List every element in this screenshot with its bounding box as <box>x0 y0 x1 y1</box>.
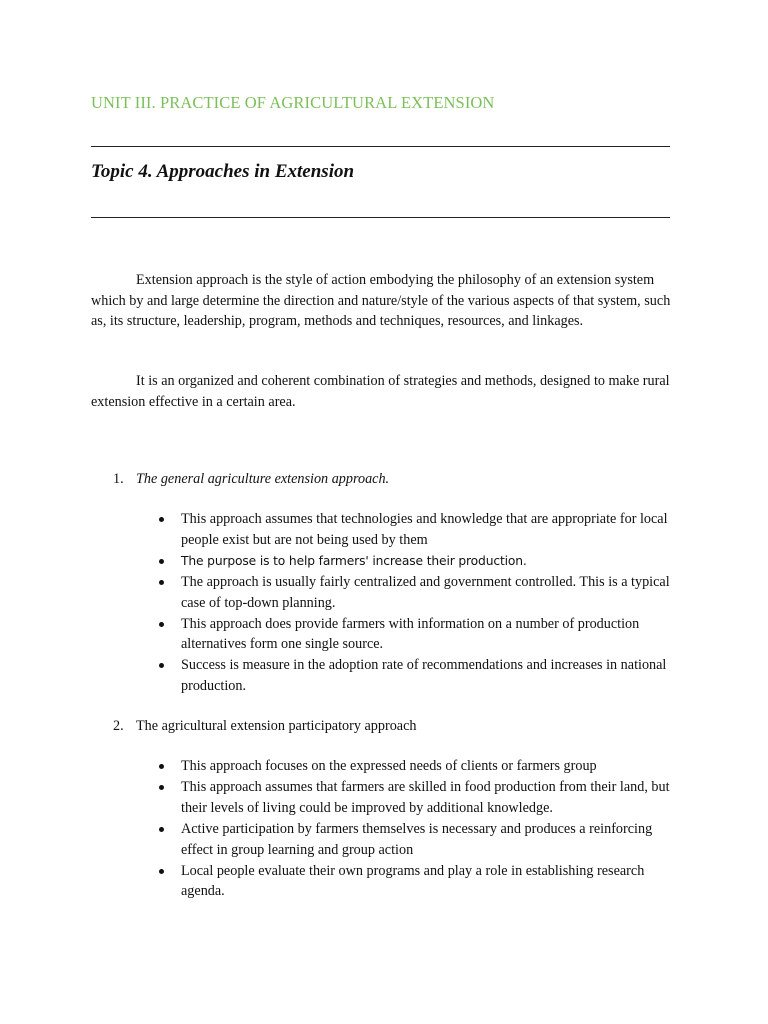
bullet-icon <box>159 869 164 874</box>
list-item-text: This approach assumes that technologies and knowledge that are appropriate for local people exist but are not being used by them <box>181 511 668 548</box>
bullet-icon <box>159 559 164 564</box>
item-title: The agricultural extension participatory approach <box>136 718 417 734</box>
topic-title: Topic 4. Approaches in Extension <box>91 161 355 182</box>
paragraph: It is an organized and coherent combination of strategies and methods, designed to make rural extension effective in a certain area. <box>91 373 670 410</box>
unit-title: UNIT III. PRACTICE OF AGRICULTURAL EXTENSION <box>91 93 495 112</box>
list-item <box>159 861 679 903</box>
list-item-text: Local people evaluate their own programs and play a role in establishing research agenda. <box>181 862 645 900</box>
list-item-text: Success is measure in the adoption rate of recommendations and increases in national production. <box>181 657 667 695</box>
list-item <box>159 819 679 861</box>
bullet-icon <box>159 827 164 832</box>
numbered-item-heading <box>113 469 389 490</box>
bullet-list <box>159 509 679 697</box>
bullet-list <box>159 756 679 902</box>
bullet-icon <box>159 580 164 585</box>
bullet-icon <box>159 785 164 790</box>
list-item-text: This approach focuses on the expressed needs of clients or farmers group <box>181 758 597 774</box>
bullet-icon <box>159 622 164 627</box>
list-item-text: The purpose is to help farmers' increase their production. <box>181 553 527 568</box>
list-item <box>159 655 679 697</box>
list-item <box>159 551 679 572</box>
list-item <box>159 572 679 614</box>
list-item <box>159 614 679 656</box>
horizontal-rule <box>91 217 670 218</box>
bullet-icon <box>159 663 164 668</box>
list-item-text: This approach does provide farmers with information on a number of production alternatives form one single source. <box>181 615 640 653</box>
bullet-icon <box>159 517 164 522</box>
numbered-item-heading <box>113 716 416 737</box>
list-item-text: The approach is usually fairly centralized and government controlled. This is a typical case of top-down planning. <box>181 573 670 611</box>
paragraph: Extension approach is the style of action embodying the philosophy of an extension system which by and large determine the direction and nature/style of the various aspects of that system, such as, its structure, leadership, program, methods and techniques, resources, and linkages. <box>91 272 671 330</box>
list-item <box>159 756 679 777</box>
bullet-icon <box>159 764 164 769</box>
list-item-text: Active participation by farmers themselves is necessary and produces a reinforcing effect in group learning and group action <box>181 820 653 858</box>
list-item-text: This approach assumes that farmers are skilled in food production from their land, but their levels of living could be improved by additional knowledge. <box>181 778 670 816</box>
list-item <box>159 509 679 551</box>
item-title: The general agriculture extension approach. <box>136 471 390 487</box>
list-item <box>159 777 679 819</box>
item-number: 1. <box>113 471 124 487</box>
item-number: 2. <box>113 718 124 734</box>
horizontal-rule <box>91 146 670 147</box>
